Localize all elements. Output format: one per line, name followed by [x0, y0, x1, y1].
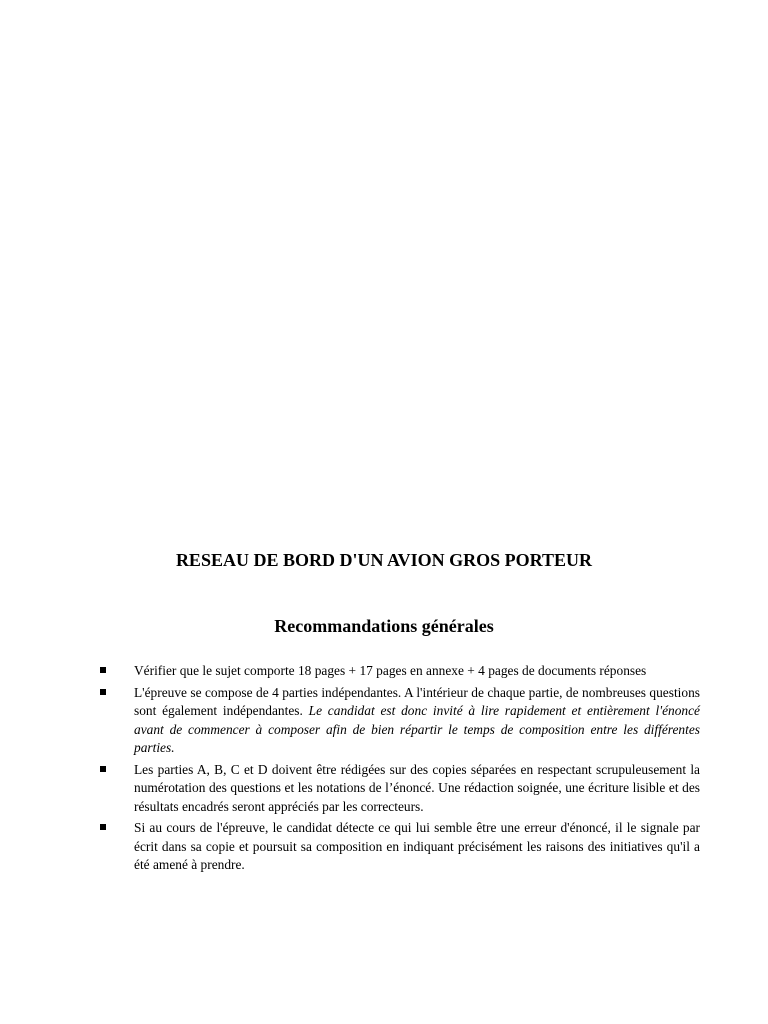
section-title: Recommandations générales — [274, 616, 494, 636]
list-item — [96, 761, 700, 817]
recommendation-text: Vérifier que le sujet comporte 18 pages + 17 pages en annexe + 4 pages de documents réponses — [134, 663, 647, 678]
list-item — [96, 819, 700, 875]
square-bullet-icon — [100, 766, 106, 772]
recommendations-list — [96, 662, 700, 878]
recommendation-text: L'épreuve se compose de 4 parties indépendantes. A l'intérieur de chaque partie, de nombreuses questions sont également indépendantes. Le candidat est donc invité à lire rapidement et entièrement l'énoncé avant de commencer à composer afin de bien répartir le temps de composition entre les différentes parties. — [134, 684, 700, 755]
list-item — [96, 662, 700, 681]
square-bullet-icon — [100, 667, 106, 673]
square-bullet-icon — [100, 824, 106, 830]
square-bullet-icon — [100, 689, 106, 695]
recommendation-text: Si au cours de l'épreuve, le candidat détecte ce qui lui semble être une erreur d'énoncé, il le signale par écrit dans sa copie et poursuit sa composition en indiquant précisément les raisons des initiatives qu'il a été amené à prendre. — [134, 820, 700, 872]
document-title: RESEAU DE BORD D'UN AVION GROS PORTEUR — [175, 550, 593, 570]
recommendation-text: Les parties A, B, C et D doivent être rédigées sur des copies séparées en respectant scrupuleusement la numérotation des questions et les notations de l’énoncé. Une rédaction soignée, une écriture lisible et des résultats encadrés seront appréciés par les correcteurs. — [134, 761, 700, 814]
recommendation-emphasis: Le candidat est donc invité à lire rapidement et entièrement l'énoncé avant de commencer à composer afin de bien répartir le temps de composition entre les différentes parties. — [134, 703, 700, 755]
list-item — [96, 684, 700, 758]
